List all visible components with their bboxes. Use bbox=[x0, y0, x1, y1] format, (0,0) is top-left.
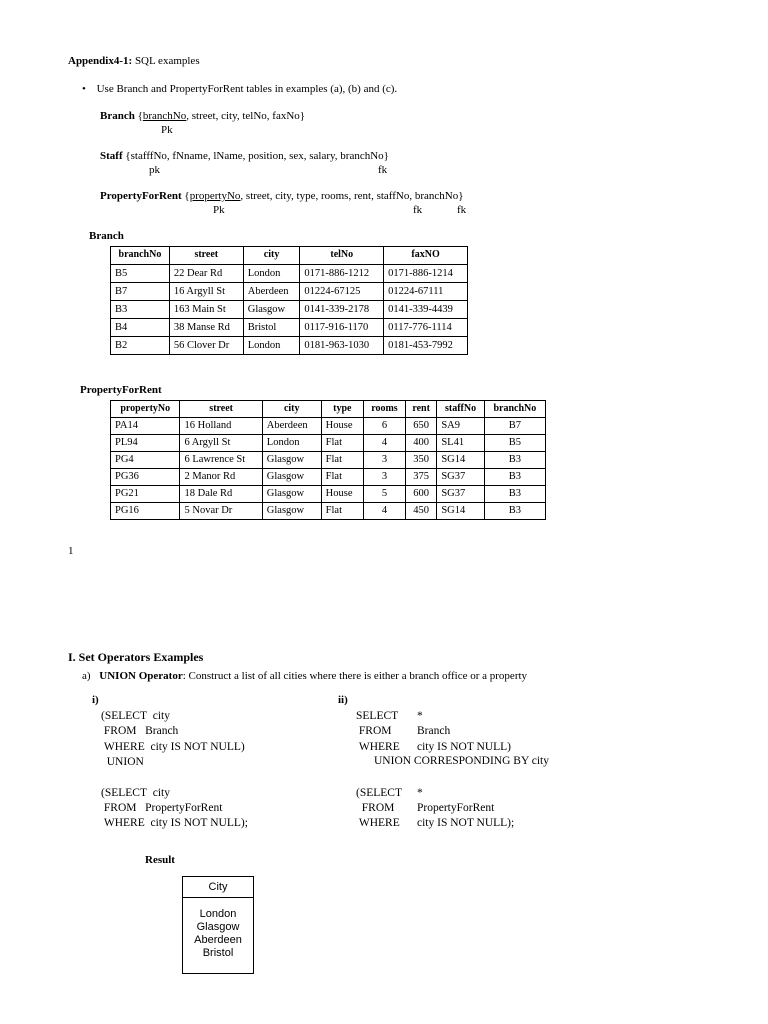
table-cell: SG37 bbox=[437, 486, 484, 503]
query-i-line: WHERE city IS NOT NULL) bbox=[101, 740, 245, 753]
table-cell: SG37 bbox=[437, 469, 484, 486]
schema-staff-attrs: {stafffNo, fNname, lName, position, sex, salary, branchNo} bbox=[122, 150, 389, 162]
schema-branch-open: { bbox=[134, 110, 143, 122]
query-i-line: FROM Branch bbox=[101, 725, 179, 738]
table-cell: 0181-963-1030 bbox=[300, 337, 384, 355]
table-cell: 650 bbox=[405, 418, 436, 435]
property-table-header-cell: branchNo bbox=[484, 401, 545, 418]
branch-table-header-row bbox=[111, 247, 468, 265]
table-row bbox=[111, 283, 468, 301]
table-cell: 01224-67125 bbox=[300, 283, 384, 301]
schema-staff bbox=[100, 150, 389, 164]
query-i-line: (SELECT city bbox=[101, 786, 170, 799]
property-table-header-cell: rent bbox=[405, 401, 436, 418]
table-cell: B7 bbox=[484, 418, 545, 435]
table-cell: 350 bbox=[405, 452, 436, 469]
property-table-header-row bbox=[111, 401, 546, 418]
query-ii-keyword: FROM bbox=[356, 725, 392, 738]
table-cell: Glasgow bbox=[262, 469, 321, 486]
result-value: Aberdeen bbox=[194, 934, 242, 946]
query-ii-arg: city IS NOT NULL) bbox=[417, 740, 512, 753]
appendix-heading bbox=[68, 55, 200, 69]
schema-branch-pk: Pk bbox=[161, 124, 173, 136]
schema-property-fk-branch: fk bbox=[457, 204, 467, 216]
branch-table-header-cell: faxNO bbox=[384, 247, 468, 265]
schema-branch bbox=[100, 110, 305, 124]
table-cell: 6 bbox=[364, 418, 406, 435]
table-cell: 3 bbox=[364, 452, 406, 469]
table-row bbox=[111, 418, 546, 435]
branch-table-header-cell: street bbox=[169, 247, 243, 265]
section-item-text: : Construct a list of all cities where there is either a branch office or a property bbox=[182, 670, 528, 682]
query-i-label: i) bbox=[92, 694, 99, 706]
section-item bbox=[82, 670, 527, 684]
table-cell: Glasgow bbox=[262, 503, 321, 520]
table-row bbox=[111, 452, 546, 469]
table-row bbox=[111, 319, 468, 337]
table-cell: B4 bbox=[111, 319, 170, 337]
table-cell: Glasgow bbox=[262, 486, 321, 503]
schema-branch-attrs: , street, city, telNo, faxNo} bbox=[186, 110, 306, 122]
table-cell: B5 bbox=[111, 265, 170, 283]
schema-property-key: propertyNo bbox=[189, 190, 241, 202]
branch-table-caption: Branch bbox=[89, 230, 124, 242]
table-cell: SG14 bbox=[437, 503, 484, 520]
query-ii-keyword: FROM bbox=[356, 801, 395, 814]
bullet-icon: • bbox=[82, 83, 86, 95]
query-ii-keyword: (SELECT bbox=[356, 786, 402, 799]
property-table bbox=[110, 400, 546, 520]
table-cell: 0117-776-1114 bbox=[384, 319, 468, 337]
schema-property bbox=[100, 190, 464, 204]
schema-property-fk-staff: fk bbox=[413, 204, 423, 216]
table-row bbox=[111, 337, 468, 355]
table-cell: 4 bbox=[364, 503, 406, 520]
table-cell: Aberdeen bbox=[243, 283, 300, 301]
schema-property-name: PropertyForRent bbox=[100, 190, 182, 202]
table-row bbox=[111, 265, 468, 283]
query-ii-label: ii) bbox=[338, 694, 348, 706]
property-table-header-cell: street bbox=[180, 401, 262, 418]
table-row bbox=[111, 469, 546, 486]
table-cell: B2 bbox=[111, 337, 170, 355]
schema-branch-name: Branch bbox=[100, 110, 135, 122]
branch-table bbox=[110, 246, 468, 355]
table-cell: Glasgow bbox=[262, 452, 321, 469]
result-header: City bbox=[183, 877, 253, 898]
table-cell: 0171-886-1214 bbox=[384, 265, 468, 283]
table-cell: Flat bbox=[321, 452, 363, 469]
table-cell: 0141-339-2178 bbox=[300, 301, 384, 319]
schema-branch-key: branchNo bbox=[142, 110, 187, 122]
table-cell: SG14 bbox=[437, 452, 484, 469]
query-i-line: UNION bbox=[101, 755, 144, 768]
table-cell: PA14 bbox=[111, 418, 180, 435]
branch-table-header-cell: telNo bbox=[300, 247, 384, 265]
query-ii-keyword: WHERE bbox=[356, 740, 400, 753]
property-table-header-cell: staffNo bbox=[437, 401, 484, 418]
table-cell: 2 Manor Rd bbox=[180, 469, 262, 486]
table-row bbox=[111, 301, 468, 319]
table-cell: 6 Argyll St bbox=[180, 435, 262, 452]
query-ii-arg: * bbox=[417, 786, 423, 799]
section-item-label: UNION Operator bbox=[99, 670, 183, 682]
schema-property-pk: Pk bbox=[213, 204, 225, 216]
query-i-line: WHERE city IS NOT NULL); bbox=[101, 817, 248, 830]
branch-table-header-cell: branchNo bbox=[111, 247, 170, 265]
query-ii-arg: PropertyForRent bbox=[417, 801, 495, 814]
schema-staff-pk: pk bbox=[149, 164, 160, 176]
result-label: Result bbox=[145, 854, 175, 866]
table-cell: 375 bbox=[405, 469, 436, 486]
appendix-label: Appendix4-1: bbox=[68, 55, 133, 67]
table-cell: PG16 bbox=[111, 503, 180, 520]
table-cell: Flat bbox=[321, 435, 363, 452]
table-cell: 163 Main St bbox=[169, 301, 243, 319]
table-row bbox=[111, 503, 546, 520]
table-cell: PG36 bbox=[111, 469, 180, 486]
table-cell: B7 bbox=[111, 283, 170, 301]
table-cell: B3 bbox=[484, 486, 545, 503]
table-cell: 38 Manse Rd bbox=[169, 319, 243, 337]
query-ii-keyword: WHERE bbox=[356, 817, 400, 830]
schema-property-open: { bbox=[181, 190, 190, 202]
table-cell: 4 bbox=[364, 435, 406, 452]
section-title: I. Set Operators Examples bbox=[68, 650, 204, 664]
result-value: Glasgow bbox=[196, 921, 240, 933]
table-cell: 22 Dear Rd bbox=[169, 265, 243, 283]
table-cell: B3 bbox=[484, 503, 545, 520]
query-ii-keyword: SELECT bbox=[356, 710, 399, 722]
table-cell: Bristol bbox=[243, 319, 300, 337]
result-values bbox=[183, 898, 253, 960]
property-table-header-cell: propertyNo bbox=[111, 401, 180, 418]
bullet-item bbox=[82, 83, 397, 97]
appendix-title: SQL examples bbox=[132, 55, 200, 67]
table-cell: 450 bbox=[405, 503, 436, 520]
table-cell: 16 Holland bbox=[180, 418, 262, 435]
table-cell: Aberdeen bbox=[262, 418, 321, 435]
table-cell: Flat bbox=[321, 469, 363, 486]
table-cell: 18 Dale Rd bbox=[180, 486, 262, 503]
query-ii-arg: city IS NOT NULL); bbox=[417, 817, 515, 830]
property-table-caption: PropertyForRent bbox=[80, 384, 162, 396]
result-table bbox=[182, 876, 254, 974]
table-cell: PG21 bbox=[111, 486, 180, 503]
table-cell: PL94 bbox=[111, 435, 180, 452]
table-cell: London bbox=[262, 435, 321, 452]
property-table-header-cell: city bbox=[262, 401, 321, 418]
table-cell: 3 bbox=[364, 469, 406, 486]
table-cell: B3 bbox=[484, 469, 545, 486]
table-cell: London bbox=[243, 265, 300, 283]
table-row bbox=[111, 435, 546, 452]
table-cell: 01224-67111 bbox=[384, 283, 468, 301]
result-value: London bbox=[199, 908, 237, 920]
bullet-text: Use Branch and PropertyForRent tables in examples (a), (b) and (c). bbox=[96, 83, 398, 95]
table-cell: B5 bbox=[484, 435, 545, 452]
table-cell: B3 bbox=[484, 452, 545, 469]
query-ii-arg: * bbox=[417, 710, 423, 722]
result-value: Bristol bbox=[202, 947, 234, 959]
section-item-marker: a) bbox=[82, 670, 91, 682]
table-row bbox=[111, 486, 546, 503]
branch-table-header-cell: city bbox=[243, 247, 300, 265]
table-cell: 0117-916-1170 bbox=[300, 319, 384, 337]
schema-staff-fk: fk bbox=[378, 164, 388, 176]
table-cell: SA9 bbox=[437, 418, 484, 435]
table-cell: 600 bbox=[405, 486, 436, 503]
query-i-line: FROM PropertyForRent bbox=[101, 801, 223, 814]
table-cell: 5 bbox=[364, 486, 406, 503]
table-cell: 0171-886-1212 bbox=[300, 265, 384, 283]
page-number: 1 bbox=[68, 545, 74, 557]
schema-property-attrs: , street, city, type, rooms, rent, staffNo, branchNo} bbox=[240, 190, 464, 202]
query-i-line: (SELECT city bbox=[101, 710, 170, 722]
table-cell: 16 Argyll St bbox=[169, 283, 243, 301]
table-cell: Glasgow bbox=[243, 301, 300, 319]
table-cell: SL41 bbox=[437, 435, 484, 452]
property-table-header-cell: rooms bbox=[364, 401, 406, 418]
property-table-header-cell: type bbox=[321, 401, 363, 418]
table-cell: B3 bbox=[111, 301, 170, 319]
table-cell: House bbox=[321, 418, 363, 435]
table-cell: 5 Novar Dr bbox=[180, 503, 262, 520]
query-ii-arg: Branch bbox=[417, 725, 451, 738]
table-cell: 0141-339-4439 bbox=[384, 301, 468, 319]
schema-staff-name: Staff bbox=[100, 150, 123, 162]
table-cell: 56 Clover Dr bbox=[169, 337, 243, 355]
table-cell: Flat bbox=[321, 503, 363, 520]
table-cell: 0181-453-7992 bbox=[384, 337, 468, 355]
table-cell: House bbox=[321, 486, 363, 503]
table-cell: PG4 bbox=[111, 452, 180, 469]
table-cell: 400 bbox=[405, 435, 436, 452]
query-ii-union-line: UNION CORRESPONDING BY city bbox=[374, 755, 549, 767]
table-cell: London bbox=[243, 337, 300, 355]
table-cell: 6 Lawrence St bbox=[180, 452, 262, 469]
